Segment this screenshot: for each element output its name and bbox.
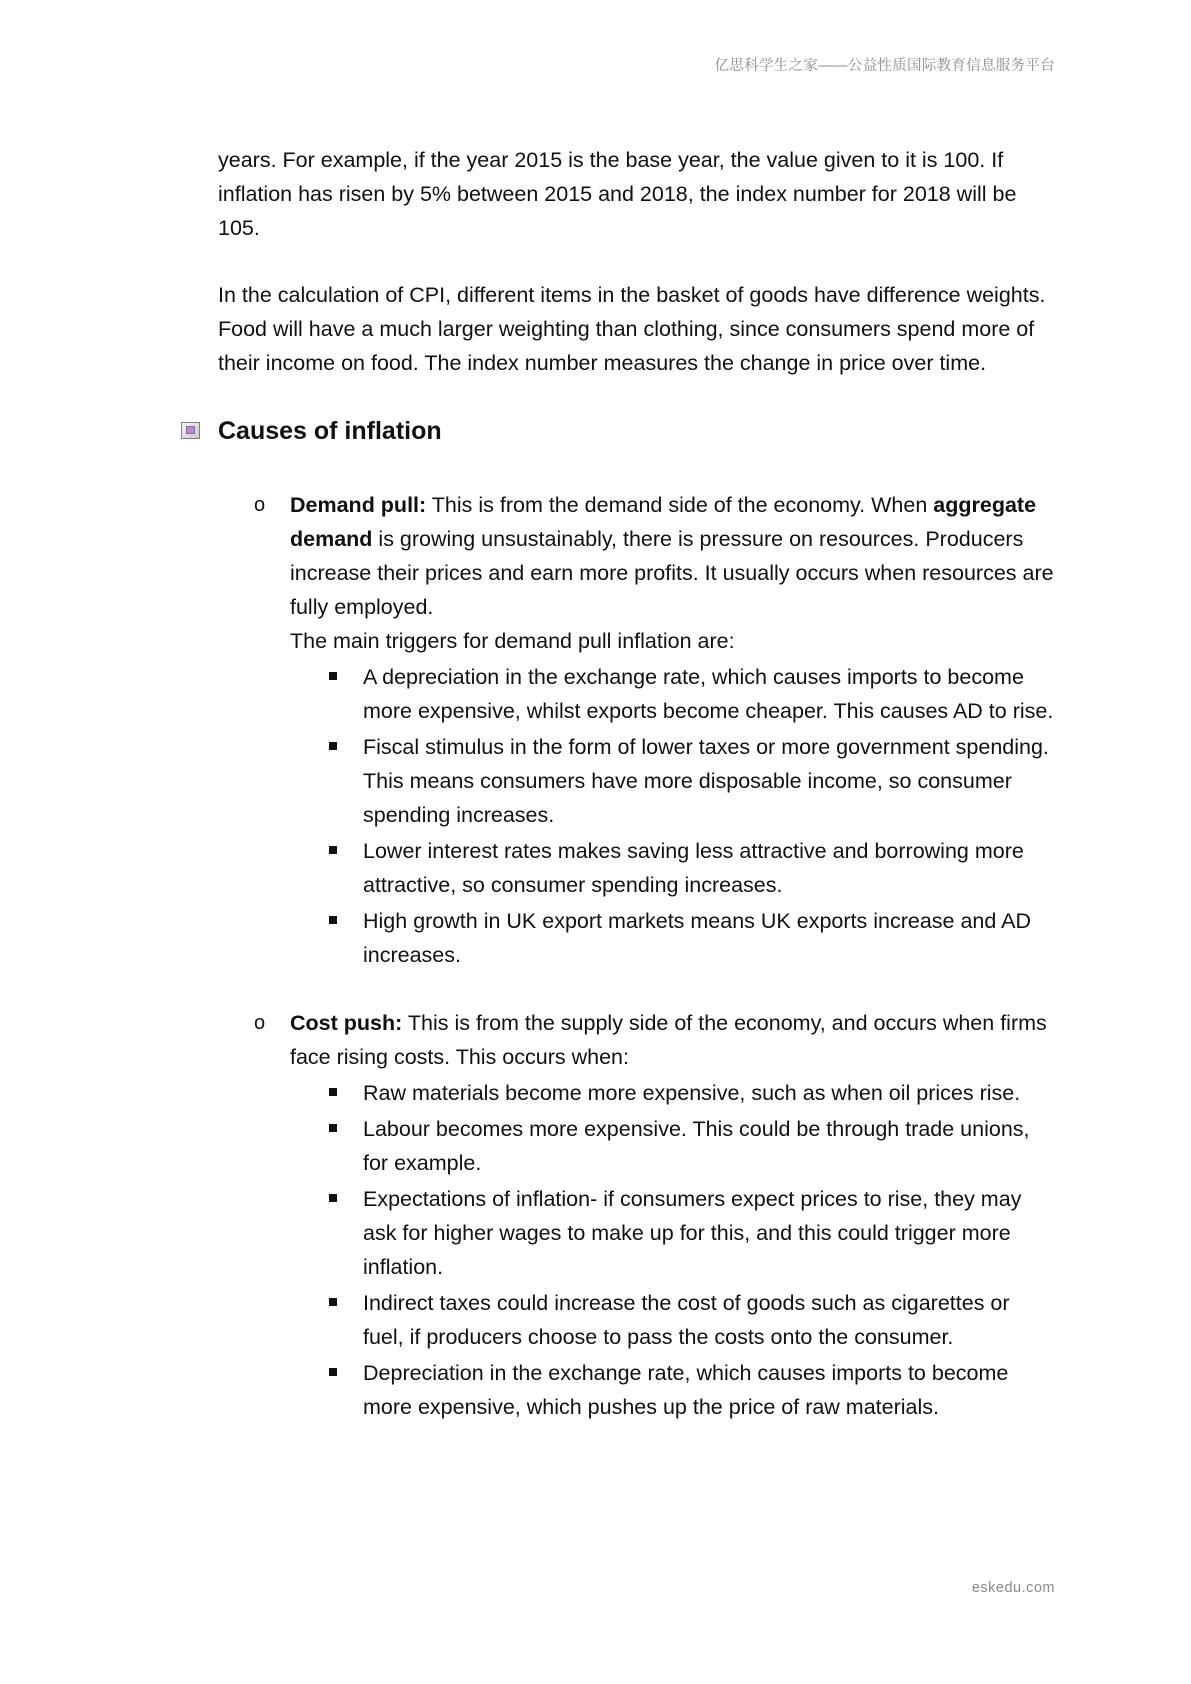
cost-push-label: Cost push:: [290, 1011, 403, 1035]
list-item: [290, 1112, 1056, 1180]
list-item-text: Depreciation in the exchange rate, which causes imports to become more expensive, which pushes up the price of raw materials.: [363, 1361, 1009, 1419]
square-bullet-icon: [329, 1368, 337, 1376]
list-item: [290, 1182, 1056, 1284]
square-bullet-icon: [329, 1194, 337, 1202]
list-item-text: Fiscal stimulus in the form of lower taxes or more government spending. This means consumers have more disposable income, so consumer spending increases.: [363, 735, 1049, 827]
page-footer: eskedu.com: [971, 1580, 1055, 1596]
list-item-text: Expectations of inflation- if consumers expect prices to rise, they may ask for higher wages to make up for this, and this could trigger more inflation.: [363, 1187, 1022, 1279]
square-bullet-icon: [329, 672, 337, 680]
list-item-text: Raw materials become more expensive, such as when oil prices rise.: [363, 1081, 1021, 1105]
list-item: [290, 834, 1056, 902]
page-header: 亿思科学生之家——公益性质国际教育信息服务平台: [714, 58, 1055, 74]
list-item: [290, 904, 1056, 972]
document-image-icon: [181, 422, 200, 439]
square-bullet-icon: [329, 846, 337, 854]
demand-pull-text-1: This is from the demand side of the economy. When: [426, 493, 934, 517]
list-item: [290, 730, 1056, 832]
square-bullet-icon: [329, 916, 337, 924]
document-body: [218, 143, 1056, 1458]
cost-push-text: This is from the supply side of the economy, and occurs when firms face rising costs. This occurs when:: [290, 1011, 1047, 1069]
causes-list: [218, 488, 1056, 1424]
demand-pull-triggers-intro: The main triggers for demand pull inflation are:: [290, 629, 735, 653]
list-item-text: Lower interest rates makes saving less attractive and borrowing more attractive, so consumer spending increases.: [363, 839, 1024, 897]
section-heading: [218, 413, 1056, 449]
square-bullet-icon: [329, 1124, 337, 1132]
circle-bullet-icon: o: [254, 494, 266, 516]
square-bullet-icon: [329, 742, 337, 750]
cause-demand-pull: [218, 488, 1056, 972]
cause-cost-push: [218, 1006, 1056, 1424]
square-bullet-icon: [329, 1298, 337, 1306]
list-item-text: Labour becomes more expensive. This could be through trade unions, for example.: [363, 1117, 1030, 1175]
demand-pull-text-2: is growing unsustainably, there is pressure on resources. Producers increase their prices and earn more profits. It usually occurs when resources are fully employed.: [290, 527, 1054, 619]
list-item-text: Indirect taxes could increase the cost of goods such as cigarettes or fuel, if producers choose to pass the costs onto the consumer.: [363, 1291, 1010, 1349]
section-title: Causes of inflation: [218, 417, 442, 445]
demand-pull-bold-term: aggregate demand: [290, 493, 1037, 551]
square-bullet-icon: [329, 1088, 337, 1096]
demand-pull-triggers: [290, 660, 1056, 972]
cost-push-description: [290, 1006, 1056, 1074]
list-item: [290, 1286, 1056, 1354]
paragraph-index-number: years. For example, if the year 2015 is the base year, the value given to it is 100. If inflation has risen by 5% between 2015 and 2018, the index number for 2018 will be 105.: [218, 148, 1017, 240]
demand-pull-label: Demand pull:: [290, 493, 427, 517]
cost-push-triggers: [290, 1076, 1056, 1424]
list-item: [290, 660, 1056, 728]
list-item-text: A depreciation in the exchange rate, which causes imports to become more expensive, whilst exports become cheaper. This causes AD to rise.: [363, 665, 1054, 723]
list-item: [290, 1356, 1056, 1424]
circle-bullet-icon: o: [254, 1012, 266, 1034]
paragraph-cpi-weights: In the calculation of CPI, different items in the basket of goods have difference weights. Food will have a much larger weighting than clothing, since consumers spend more of their income on food. The index number measures the change in price over time.: [218, 283, 1046, 375]
demand-pull-description: [290, 488, 1056, 624]
list-item-text: High growth in UK export markets means UK exports increase and AD increases.: [363, 909, 1031, 967]
list-item: [290, 1076, 1056, 1110]
